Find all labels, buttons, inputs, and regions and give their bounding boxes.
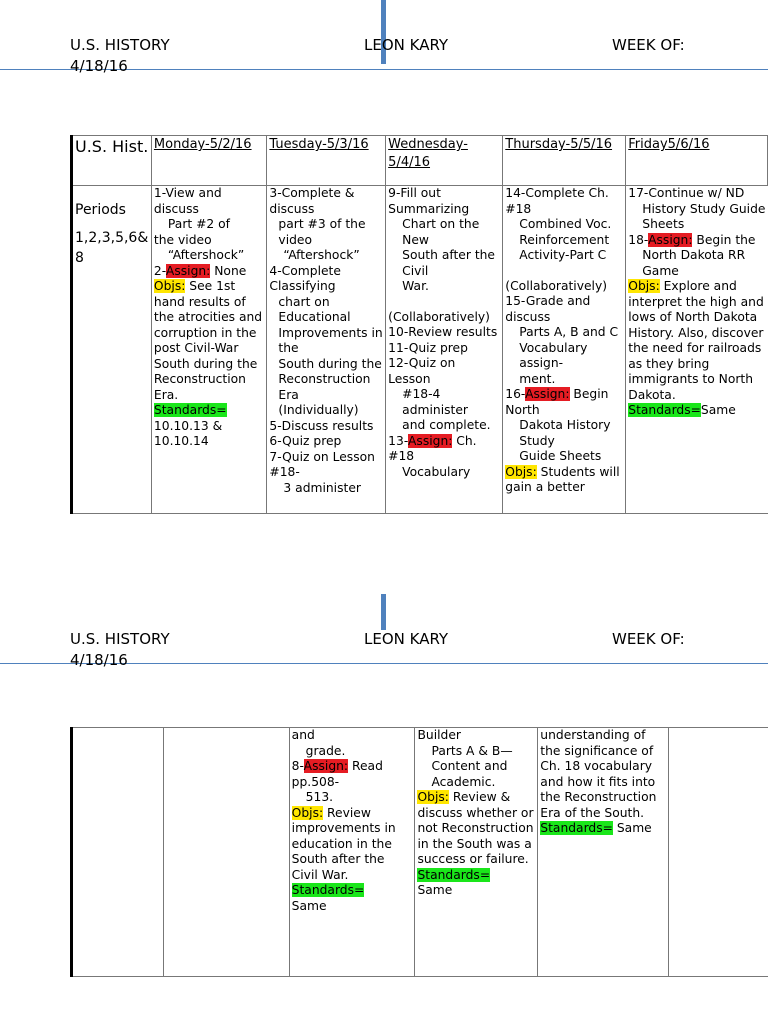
table-body-row [72, 186, 768, 514]
header-accent-bar [381, 594, 386, 630]
week-of-label: WEEK OF: [612, 36, 685, 54]
week-of-label: WEEK OF: [612, 630, 685, 648]
table-body-row-continued [72, 728, 768, 977]
thursday-cell: understanding of the significance of Ch. 18 vocabulary and how it fits into the Reconstruction Era of the South. Standards= Same [538, 728, 669, 977]
friday-cell [669, 728, 768, 977]
lesson-plan-table-continued [70, 727, 768, 977]
page-2 [0, 594, 768, 1024]
course-title: U.S. HISTORY [70, 630, 170, 648]
day-header-monday: Monday-5/2/16 [151, 136, 267, 186]
wednesday-cell: 9-Fill out Summarizing Chart on the New South after the Civil War. (Collaboratively) 10-Review results 11-Quiz prep 12-Quiz on Lesson #18-4 administer and complete. 13-Assign: Ch. #18 Vocabulary [386, 186, 503, 514]
teacher-name: LEON KARY [364, 36, 449, 54]
header-date: 4/18/16 [70, 57, 128, 75]
day-header-tuesday: Tuesday-5/3/16 [267, 136, 386, 186]
header-date: 4/18/16 [70, 651, 128, 669]
course-title: U.S. HISTORY [70, 36, 170, 54]
subject-cell: U.S. Hist. [72, 136, 152, 186]
periods-cell: Periods 1,2,3,5,6&8 [72, 186, 152, 514]
table-header-row [72, 136, 768, 186]
tuesday-cell: 3-Complete & discuss part #3 of the video “Aftershock” 4-Complete Classifying chart on Educational Improvements in the South during the Reconstruction Era (Individually) 5-Discuss results 6-Quiz prep 7-Quiz on Lesson #18- 3 administer [267, 186, 386, 514]
periods-cell [72, 728, 164, 977]
lesson-plan-table [70, 135, 768, 514]
monday-cell: 1-View and discuss Part #2 of the video “Aftershock” 2-Assign: None Objs: See 1st hand results of the atrocities and corruption in the post Civil-War South during the Reconstruction Era. Standards= 10.10.13 & 10.10.14 [151, 186, 267, 514]
wednesday-cell: Builder Parts A & B— Content and Academic. Objs: Review & discuss whether or not Reconstruction in the South was a success or failure. Standards= Same [415, 728, 538, 977]
monday-cell [164, 728, 289, 977]
thursday-cell: 14-Complete Ch. #18 Combined Voc. Reinforcement Activity-Part C (Collaboratively) 15-Grade and discuss Parts A, B and C Vocabulary assign- ment. 16-Assign: Begin North Dakota History Study Guide Sheets Objs: Students will gain a better [503, 186, 626, 514]
day-header-thursday: Thursday-5/5/16 [503, 136, 626, 186]
day-header-friday: Friday5/6/16 [626, 136, 768, 186]
day-header-wednesday: Wednesday-5/4/16 [386, 136, 503, 186]
friday-cell: 17-Continue w/ ND History Study Guide Sheets 18-Assign: Begin the North Dakota RR Game Objs: Explore and interpret the high and lows of North Dakota History. Also, discover the need for railroads as they bring immigrants to North Dakota. Standards=Same [626, 186, 768, 514]
tuesday-cell: and grade. 8-Assign: Read pp.508- 513. Objs: Review improvements in education in the South after the Civil War. Standards= Same [289, 728, 415, 977]
teacher-name: LEON KARY [364, 630, 449, 648]
